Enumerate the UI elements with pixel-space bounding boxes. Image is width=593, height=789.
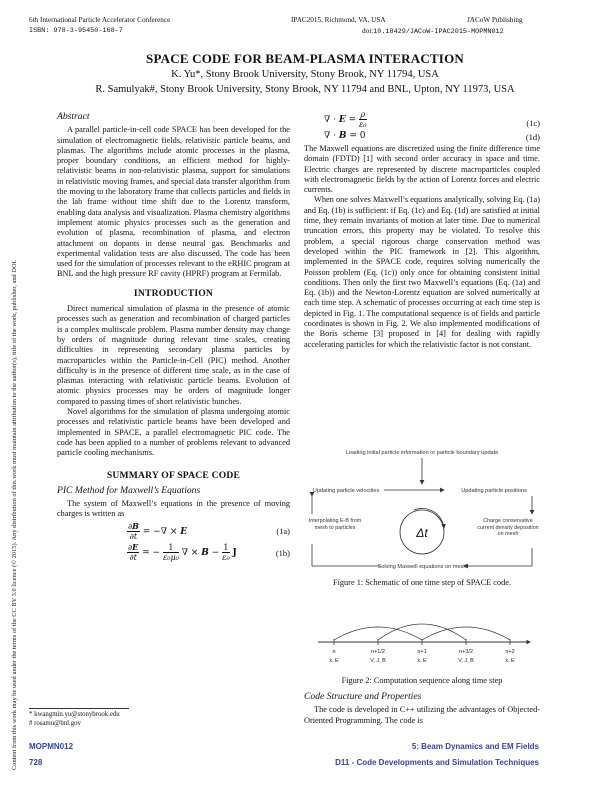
doi: 10.18429/JACoW-IPAC2015-MOPMN012 [373, 28, 504, 36]
conference-name: 6th International Particle Accelerator Conference [29, 16, 171, 24]
fig2-quantity-label: x, E [417, 658, 427, 664]
fig2-tick-label: n+1/2 [371, 649, 385, 655]
footer-page-number: 728 [29, 758, 43, 767]
equation-1b-label: (1b) [275, 547, 290, 558]
footer-session: D11 - Code Developments and Simulation Techniques [335, 758, 539, 767]
equation-1d: ∇ · B = 0 (1d) [324, 131, 540, 142]
fig2-tick-label: n+1 [417, 649, 427, 655]
fig1-bottom-box: Solving Maxwell equations on mesh [377, 564, 467, 570]
conference-location: IPAC2015, Richmond, VA, USA [291, 16, 386, 24]
right-paragraph-1: The Maxwell equations are discretized using the finite difference time domain (FDTD) [1] with second order accuracy in space and time. Electric charges are represented by discrete macroparticles coupled with electromagnetic fields by the action of Lorentz forces and electric currents. [304, 144, 540, 195]
fig1-top-box: Loading initial particle information or particle boundary update [345, 450, 499, 456]
figure-2-caption: Figure 2: Computation sequence along time step [341, 676, 503, 685]
author-line-1: K. Yu*, Stony Brook University, Stony Brook, NY 11794, USA [171, 69, 439, 80]
paper-title: SPACE CODE FOR BEAM-PLASMA INTERACTION [146, 51, 464, 66]
equation-1c: ∇ · E = $\frac{\rho}{\text{ε₀}}$ (1c) [324, 110, 540, 129]
pic-method-heading: PIC Method for Maxwell’s Equations [57, 484, 201, 496]
figure-2-sequence [304, 600, 540, 670]
right-paragraph-2: When one solves Maxwell’s equations analytically, solving Eq. (1a) and Eq. (1b) is sufficient: if Eq. (1c) and Eq. (1d) are satisfied at initial time, they remain invariants of motion at later time. Due to numerical truncation errors, this property may be violated. To resolve this problem, a special rigorous charge conservation method was developed within the PIC framework in [2]. This algorithm, implemented in the SPACE code, requires solving numerically the Poisson problem (Eq. (1c)) only once for obtaining consistent initial conditions. Then only the first two Maxwell’s equations (Eq. (1a) and Eq. (1b)) and the Newton-Lorentz equation are solved numerically at each time step. A schematic of processes occurring at each time step is depicted in Fig. 1. The computational sequence is of fields and particle coordinates is shown in Fig. 2. We also implemented modifications of the Boris scheme [3] proposed in [4] for dealing with rapidly accelerating particles for which the relativistic factor is not constant. [304, 195, 540, 349]
fig2-quantity-label: x, E [505, 658, 515, 664]
fig2-arc [378, 624, 466, 640]
figure-1-schematic [304, 444, 540, 572]
fig1-left-side: Interpolating E-B from mesh to particles [308, 518, 362, 531]
footnote-rule [29, 708, 129, 709]
fig2-quantity-label: V, J, B [458, 658, 474, 664]
fig2-tick-label: n [332, 649, 336, 655]
equation-1a: $\frac{\partial B}{\partial t}$ = −∇ × E (1a) [128, 520, 290, 541]
intro-paragraph-1: Direct numerical simulation of plasma in the presence of atomic processes such as generation and recombination of charged particles is a complex multiscale problem. Plasma number density may change by orders of magnitude during relevant time scales, creating difficulties in representing secondary plasma particles by macroparticles within the Particle-in-Cell (PIC) method. Another difficulty is in the presence of different time scale, as in the case of plasmas interacting with relativistic particle beams. Evolution of atomic physics processes may be orders of magnitude longer compared to passing times of short relativistic bunches. [57, 304, 290, 406]
fig2-quantity-label: V, J, B [370, 658, 386, 664]
right-column-continued [304, 692, 540, 726]
code-structure-heading: Code Structure and Properties [304, 691, 422, 702]
intro-paragraph-2: Novel algorithms for the simulation of plasma undergoing atomic processes and relativistic particle beams have been developed and implemented in SPACE, a parallel electromagnetic PIC code. The code has been applied to a number of problems relevant to advanced particle cooling mechanisms. [57, 407, 290, 458]
fig2-arc [334, 627, 422, 640]
footer-track: 5: Beam Dynamics and EM Fields [411, 742, 539, 751]
fig2-tick-label: n+2 [505, 649, 515, 655]
license-side-note: Content from this work may be used under the terms of the CC BY 3.0 licence (© 2015). Any distribution of this work must maintain attribution to the author(s), title of the work, publisher, and DOI. [11, 259, 18, 770]
fig1-right-side: Charge conservative current density deposition on mesh [477, 518, 539, 537]
abstract-text: A parallel particle-in-cell code SPACE has been developed for the simulation of electromagnetic fields, relativistic particle beams, and plasmas. The algorithms include atomic processes in the plasma, proper boundary conditions, an efficient method for highly-relativistic beams in non-relativistic plasma, support for simulations in relativistic moving frames, and special data transfer algorithm from the moving to the laboratory frame that collects particles and fields in the lab frame without time shift due to the Lorentz transform, enabling data analysis and visualization. Plasma chemistry algorithms implement atomic physics processes such as the generation and evolution of plasma, recombination of plasma, and electron attachment on dopants in dense neutral gas. Benchmarks and experimental validation tests are also discussed. The code has been used for the simulation of processes relevant to the eRHIC program at BNL and the high pressure RF cavity (HPRF) program at Fermilab. [57, 125, 290, 279]
author-line-2: R. Samulyak#, Stony Brook University, Stony Brook, NY 11794 and BNL, Upton, NY 11973, USA [95, 84, 515, 95]
fig2-arc [422, 627, 510, 640]
equation-1c-label: (1c) [526, 118, 540, 128]
fig1-delta-t: Δt [416, 526, 428, 540]
footer-paper-code: MOPMN012 [29, 742, 74, 751]
publisher: JACoW Publishing [467, 16, 523, 24]
right-column [304, 110, 540, 350]
abstract-heading: Abstract [57, 111, 90, 122]
footnote-1: * kwangmin.yu@stonybrook.edu [29, 711, 120, 718]
equation-1b: $\frac{\partial E}{\partial t}$ = − $\frac{1}{\text{ε₀μ₀}}$ ∇ × B − $\frac{1}{\text{ε₀}}$ J (1b) [128, 541, 290, 562]
left-column [57, 112, 290, 567]
equation-1d-label: (1d) [525, 132, 540, 142]
doi-line [362, 27, 504, 37]
figure-1-caption: Figure 1: Schematic of one time step of SPACE code. [332, 578, 512, 587]
fig1-left-box: Updating particle velocities [312, 488, 380, 494]
fig2-quantity-label: x, E [329, 658, 339, 664]
fig1-right-box: Updating particle positions [461, 488, 527, 494]
fig2-tick-label: n+3/2 [459, 649, 473, 655]
equation-1a-label: (1a) [276, 525, 290, 536]
introduction-heading: INTRODUCTION [133, 287, 214, 299]
footnote-2: # rosamu@bnl.gov [29, 719, 81, 727]
isbn: ISBN: 978-3-95450-168-7 [29, 27, 123, 35]
right-paragraph-3: The code is developed in C++ utilizing the advantages of Objected-Oriented Programming. The code is [304, 705, 540, 725]
footnotes [29, 711, 120, 728]
doi-prefix: doi: [362, 27, 374, 35]
summary-heading: SUMMARY OF SPACE CODE [106, 469, 241, 481]
summary-paragraph-1: The system of Maxwell’s equations in the presence of moving charges is written as [57, 499, 290, 519]
